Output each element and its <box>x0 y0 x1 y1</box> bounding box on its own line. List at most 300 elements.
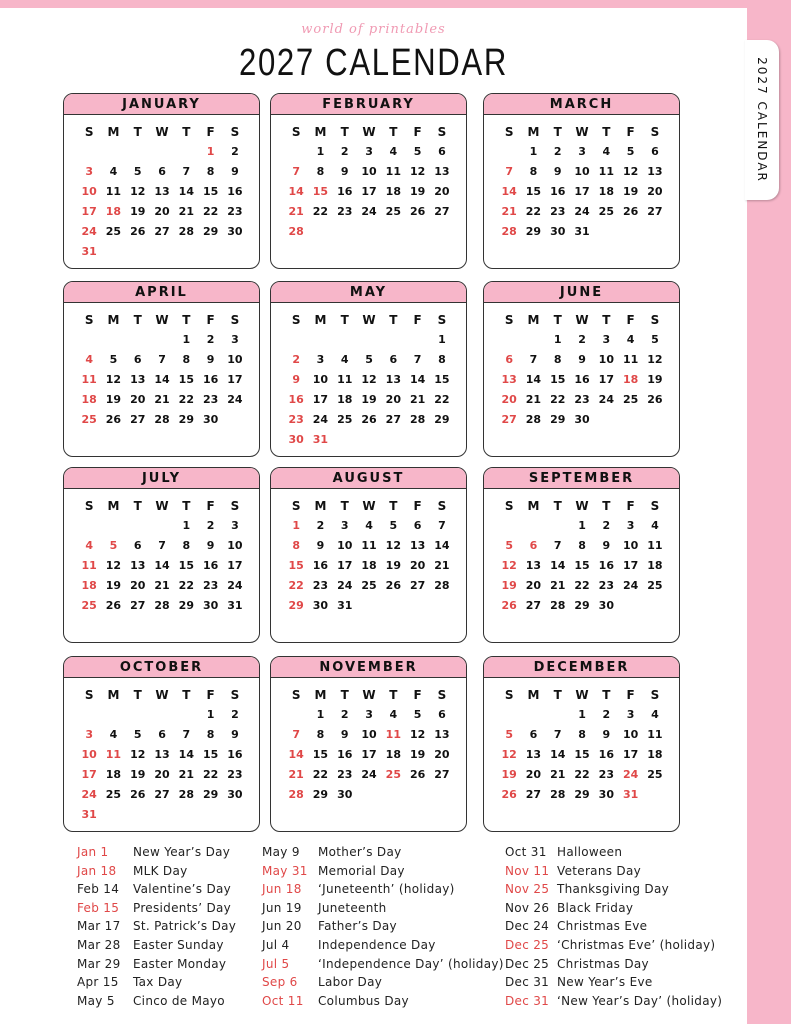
day-cell: 18 <box>622 373 639 386</box>
day-cell: 16 <box>337 185 353 198</box>
weekday-label: S <box>650 125 660 139</box>
day-cell: 11 <box>337 373 353 386</box>
weekday-label: F <box>413 313 422 327</box>
day-cell: 7 <box>505 165 513 178</box>
holiday-date: Dec 31 <box>505 975 550 990</box>
day-cell: 1 <box>206 145 215 158</box>
day-cell: 5 <box>413 145 422 158</box>
holiday-date: Mar 29 <box>77 956 121 971</box>
empty-cell <box>357 330 381 350</box>
day-cell: 17 <box>81 768 97 781</box>
day-cell: 23 <box>574 393 590 406</box>
day-cell: 6 <box>651 145 659 158</box>
day-cell: 12 <box>647 353 663 366</box>
weekday-label: S <box>650 688 660 702</box>
weekday-label: T <box>340 499 349 513</box>
day-cell: 18 <box>81 393 97 406</box>
holiday-name: MLK Day <box>133 863 188 878</box>
day-cell: 16 <box>550 185 566 198</box>
day-cell: 30 <box>550 225 566 238</box>
day-cell: 23 <box>227 768 243 781</box>
day-cell: 9 <box>206 539 215 552</box>
day-cell: 15 <box>202 185 219 198</box>
day-cell: 8 <box>438 353 446 366</box>
day-cell: 9 <box>206 353 215 366</box>
day-cell: 20 <box>130 393 146 406</box>
holiday-date: May 9 <box>262 845 300 859</box>
day-cell: 1 <box>206 708 215 721</box>
holiday-name: Columbus Day <box>318 993 409 1008</box>
day-cell: 8 <box>553 353 562 366</box>
weekday-label: S <box>437 688 447 702</box>
day-grid <box>77 685 247 825</box>
empty-cell <box>77 705 101 725</box>
day-cell: 10 <box>622 539 639 552</box>
day-cell: 10 <box>312 373 329 386</box>
empty-cell <box>101 705 125 725</box>
weekday-label: S <box>504 499 514 513</box>
day-cell: 18 <box>385 748 401 761</box>
day-cell: 6 <box>438 145 446 158</box>
day-cell: 1 <box>529 145 538 158</box>
weekday-label: M <box>314 499 327 513</box>
day-cell: 13 <box>434 728 450 741</box>
day-cell: 3 <box>578 145 586 158</box>
day-cell: 12 <box>105 373 122 386</box>
holiday-date: Nov 26 <box>505 900 550 915</box>
day-cell: 26 <box>501 599 517 612</box>
day-cell: 19 <box>130 768 146 781</box>
day-cell: 19 <box>105 579 122 592</box>
day-cell: 4 <box>389 708 398 721</box>
holiday-name: Father’s Day <box>318 919 397 934</box>
holiday-name: Thanksgiving Day <box>557 882 670 897</box>
day-cell: 4 <box>626 333 635 346</box>
day-cell: 17 <box>227 559 243 572</box>
day-cell: 13 <box>647 165 663 178</box>
day-cell: 28 <box>154 599 170 612</box>
month-card-december <box>483 656 680 832</box>
day-cell: 17 <box>337 559 353 572</box>
day-cell: 15 <box>574 748 590 761</box>
holiday-name: Labor Day <box>318 975 383 990</box>
day-cell: 28 <box>434 579 450 592</box>
day-cell: 28 <box>409 413 426 426</box>
day-cell: 13 <box>525 559 542 572</box>
day-cell: 23 <box>288 413 304 426</box>
weekday-label: T <box>340 688 349 702</box>
holiday-date: Oct 31 <box>505 845 547 859</box>
weekday-label: T <box>553 313 562 327</box>
day-cell: 26 <box>409 205 426 218</box>
day-cell: 7 <box>553 539 562 552</box>
day-cell: 24 <box>337 579 353 592</box>
day-cell: 8 <box>206 165 215 178</box>
day-cell: 23 <box>202 579 219 592</box>
day-cell: 12 <box>130 748 146 761</box>
day-cell: 7 <box>413 353 422 366</box>
day-cell: 17 <box>598 373 614 386</box>
day-cell: 6 <box>413 519 422 532</box>
empty-cell <box>497 705 521 725</box>
day-cell: 21 <box>525 393 542 406</box>
empty-cell <box>546 705 570 725</box>
weekday-label: W <box>155 125 169 139</box>
day-cell: 6 <box>505 353 513 366</box>
day-cell: 13 <box>434 165 450 178</box>
day-cell: 9 <box>231 165 239 178</box>
empty-cell <box>284 705 308 725</box>
holiday-name: Memorial Day <box>318 863 405 878</box>
day-cell: 1 <box>292 519 300 532</box>
day-cell: 30 <box>202 413 219 426</box>
side-tab-label: 2027 CALENDAR <box>755 57 769 183</box>
month-name: MAY <box>271 282 466 303</box>
day-cell: 17 <box>622 748 639 761</box>
weekday-label: F <box>626 125 635 139</box>
day-cell: 29 <box>202 788 219 801</box>
weekday-label: F <box>413 499 422 513</box>
day-cell: 16 <box>337 748 353 761</box>
day-cell: 6 <box>158 165 166 178</box>
day-cell: 10 <box>227 353 243 366</box>
day-cell: 8 <box>206 728 215 741</box>
holiday-date: Jul 5 <box>262 956 290 971</box>
weekday-label: S <box>84 125 94 139</box>
weekday-label: W <box>575 125 589 139</box>
weekday-label: M <box>107 313 120 327</box>
day-cell: 24 <box>598 393 614 406</box>
day-grid <box>77 496 247 616</box>
weekday-label: M <box>314 688 327 702</box>
day-cell: 11 <box>81 559 97 572</box>
empty-cell <box>381 330 405 350</box>
day-cell: 9 <box>602 539 611 552</box>
day-cell: 22 <box>312 768 329 781</box>
empty-cell <box>546 516 570 536</box>
day-cell: 18 <box>337 393 353 406</box>
day-cell: 5 <box>133 165 142 178</box>
holiday-date: Jun 20 <box>262 919 302 934</box>
weekday-label: W <box>362 688 376 702</box>
day-cell: 13 <box>409 539 426 552</box>
day-cell: 28 <box>288 225 304 238</box>
day-cell: 25 <box>361 579 377 592</box>
weekday-label: T <box>602 688 611 702</box>
day-cell: 14 <box>434 539 450 552</box>
weekday-label: F <box>206 125 215 139</box>
day-cell: 6 <box>389 353 398 366</box>
day-cell: 25 <box>385 768 401 781</box>
day-cell: 27 <box>154 225 170 238</box>
day-cell: 10 <box>337 539 353 552</box>
holiday-name: Christmas Eve <box>557 919 648 934</box>
day-cell: 12 <box>361 373 377 386</box>
day-cell: 1 <box>182 519 191 532</box>
day-cell: 29 <box>288 599 304 612</box>
weekday-label: T <box>602 499 611 513</box>
weekday-label: S <box>504 313 514 327</box>
day-cell: 25 <box>385 205 401 218</box>
day-cell: 26 <box>385 579 401 592</box>
day-cell: 2 <box>602 708 611 721</box>
weekday-label: S <box>84 313 94 327</box>
day-cell: 24 <box>312 413 329 426</box>
day-cell: 18 <box>598 185 614 198</box>
page-title: 2027 CALENDAR <box>238 42 508 84</box>
day-cell: 31 <box>337 599 353 612</box>
empty-cell <box>77 142 101 162</box>
day-cell: 11 <box>647 539 663 552</box>
day-cell: 20 <box>409 559 426 572</box>
day-cell: 26 <box>130 788 146 801</box>
day-cell: 2 <box>340 145 349 158</box>
day-cell: 2 <box>340 708 349 721</box>
day-cell: 27 <box>130 413 146 426</box>
day-cell: 30 <box>288 433 304 446</box>
empty-cell <box>150 705 174 725</box>
day-cell: 30 <box>337 788 353 801</box>
weekday-label: T <box>553 688 562 702</box>
day-cell: 19 <box>501 768 517 781</box>
day-cell: 17 <box>312 393 329 406</box>
day-cell: 21 <box>409 393 426 406</box>
day-cell: 19 <box>409 185 426 198</box>
holiday-name: Easter Sunday <box>133 938 224 952</box>
holiday-name: Christmas Day <box>557 956 649 971</box>
day-cell: 3 <box>85 728 93 741</box>
weekday-label: T <box>340 125 349 139</box>
day-cell: 29 <box>525 225 542 238</box>
day-cell: 31 <box>227 599 243 612</box>
day-cell: 23 <box>227 205 243 218</box>
month-name: APRIL <box>64 282 259 303</box>
weekday-label: F <box>206 688 215 702</box>
day-cell: 27 <box>409 579 426 592</box>
holiday-date: Jan 18 <box>77 863 117 878</box>
holiday-name: New Year’s Day <box>133 845 231 859</box>
day-cell: 15 <box>178 373 194 386</box>
day-cell: 17 <box>227 373 243 386</box>
holiday-name: ‘Christmas Eve’ (holiday) <box>557 938 716 952</box>
weekday-label: F <box>626 688 635 702</box>
empty-cell <box>126 330 150 350</box>
day-cell: 3 <box>365 708 373 721</box>
empty-cell <box>126 705 150 725</box>
day-cell: 22 <box>288 579 304 592</box>
day-cell: 5 <box>651 333 659 346</box>
day-cell: 10 <box>574 165 590 178</box>
day-cell: 6 <box>133 539 142 552</box>
day-cell: 1 <box>553 333 562 346</box>
month-name: JANUARY <box>64 94 259 115</box>
empty-cell <box>150 142 174 162</box>
day-cell: 9 <box>340 165 349 178</box>
day-cell: 25 <box>598 205 614 218</box>
day-cell: 16 <box>312 559 329 572</box>
day-cell: 18 <box>647 748 663 761</box>
day-grid <box>284 310 454 450</box>
weekday-label: S <box>230 688 240 702</box>
weekday-label: S <box>291 499 301 513</box>
holiday-date: Jun 19 <box>262 900 302 915</box>
day-cell: 30 <box>202 599 219 612</box>
day-cell: 25 <box>647 768 663 781</box>
day-grid <box>497 310 667 430</box>
day-cell: 21 <box>434 559 450 572</box>
day-cell: 27 <box>130 599 146 612</box>
weekday-label: F <box>206 499 215 513</box>
day-cell: 7 <box>553 728 562 741</box>
day-cell: 23 <box>598 768 614 781</box>
day-cell: 9 <box>553 165 562 178</box>
day-cell: 5 <box>389 519 398 532</box>
empty-cell <box>521 330 545 350</box>
weekday-label: T <box>182 125 191 139</box>
day-cell: 20 <box>130 579 146 592</box>
day-cell: 2 <box>316 519 325 532</box>
empty-cell <box>101 142 125 162</box>
day-cell: 23 <box>312 579 329 592</box>
holiday-date: Jan 1 <box>77 845 109 859</box>
weekday-label: S <box>291 688 301 702</box>
day-cell: 21 <box>178 768 194 781</box>
day-cell: 24 <box>622 768 639 781</box>
day-cell: 2 <box>602 519 611 532</box>
day-cell: 26 <box>361 413 377 426</box>
day-cell: 20 <box>434 748 450 761</box>
holiday-date: Dec 25 <box>505 956 550 971</box>
day-cell: 1 <box>316 708 325 721</box>
holiday-name: Black Friday <box>557 900 634 915</box>
side-tab[interactable] <box>745 40 779 200</box>
day-cell: 20 <box>647 185 663 198</box>
day-cell: 4 <box>340 353 349 366</box>
weekday-label: W <box>575 688 589 702</box>
day-cell: 30 <box>598 788 614 801</box>
day-cell: 10 <box>622 728 639 741</box>
holiday-date: Dec 31 <box>505 993 550 1008</box>
month-card-may <box>270 281 467 457</box>
empty-cell <box>77 330 101 350</box>
weekday-label: M <box>107 125 120 139</box>
day-cell: 11 <box>385 728 401 741</box>
day-cell: 8 <box>182 353 191 366</box>
day-cell: 9 <box>602 728 611 741</box>
holiday-name: Easter Monday <box>133 956 227 971</box>
holiday-date: May 31 <box>262 863 308 878</box>
empty-cell <box>497 142 521 162</box>
weekday-label: T <box>553 125 562 139</box>
day-cell: 27 <box>501 413 517 426</box>
day-cell: 7 <box>182 728 191 741</box>
day-cell: 6 <box>529 539 538 552</box>
day-cell: 18 <box>361 559 377 572</box>
weekday-label: S <box>291 313 301 327</box>
day-cell: 9 <box>578 353 586 366</box>
holiday-date: Dec 25 <box>505 938 550 952</box>
day-cell: 19 <box>385 559 401 572</box>
day-cell: 25 <box>105 225 122 238</box>
day-cell: 30 <box>227 788 243 801</box>
day-cell: 31 <box>81 245 97 258</box>
day-cell: 15 <box>312 185 329 198</box>
weekday-label: S <box>230 499 240 513</box>
day-cell: 2 <box>231 145 239 158</box>
day-cell: 5 <box>626 145 635 158</box>
day-cell: 1 <box>438 333 446 346</box>
day-cell: 14 <box>409 373 426 386</box>
holiday-name: ‘New Year’s Day’ (holiday) <box>557 993 723 1008</box>
day-cell: 28 <box>550 599 566 612</box>
brand-logo: world of printables <box>301 22 446 37</box>
day-cell: 21 <box>501 205 517 218</box>
day-cell: 23 <box>550 205 566 218</box>
month-name: FEBRUARY <box>271 94 466 115</box>
day-cell: 5 <box>109 353 118 366</box>
day-cell: 14 <box>178 748 194 761</box>
holiday-date: Dec 24 <box>505 919 550 934</box>
day-cell: 14 <box>550 748 566 761</box>
weekday-label: W <box>362 313 376 327</box>
weekday-label: T <box>133 499 142 513</box>
empty-cell <box>284 142 308 162</box>
day-cell: 30 <box>227 225 243 238</box>
day-cell: 24 <box>361 205 377 218</box>
weekday-label: W <box>155 688 169 702</box>
day-cell: 8 <box>182 539 191 552</box>
day-cell: 25 <box>337 413 353 426</box>
weekday-label: W <box>362 125 376 139</box>
day-cell: 14 <box>288 185 304 198</box>
weekday-label: S <box>650 313 660 327</box>
day-cell: 20 <box>154 205 170 218</box>
day-cell: 4 <box>85 539 93 552</box>
day-cell: 31 <box>312 433 329 446</box>
day-grid <box>77 122 247 262</box>
day-cell: 5 <box>109 539 118 552</box>
day-cell: 4 <box>109 165 118 178</box>
day-cell: 26 <box>409 768 426 781</box>
day-cell: 18 <box>81 579 97 592</box>
day-cell: 24 <box>574 205 590 218</box>
day-cell: 7 <box>158 539 166 552</box>
day-cell: 16 <box>202 559 219 572</box>
day-cell: 31 <box>81 808 97 821</box>
holiday-date: Nov 11 <box>505 863 550 878</box>
month-card-april <box>63 281 260 457</box>
day-cell: 26 <box>105 599 122 612</box>
weekday-label: M <box>527 499 540 513</box>
day-cell: 27 <box>385 413 401 426</box>
month-card-january <box>63 93 260 269</box>
day-cell: 12 <box>385 539 401 552</box>
day-cell: 21 <box>154 579 170 592</box>
weekday-label: M <box>107 688 120 702</box>
day-cell: 16 <box>227 748 243 761</box>
day-cell: 29 <box>312 788 329 801</box>
day-cell: 3 <box>231 333 239 346</box>
day-cell: 22 <box>178 393 194 406</box>
holiday-date: May 5 <box>77 993 115 1008</box>
day-cell: 15 <box>202 748 219 761</box>
day-cell: 8 <box>578 539 586 552</box>
holiday-name: Mother’s Day <box>318 845 402 859</box>
holiday-name: Independence Day <box>318 938 436 952</box>
day-cell: 4 <box>365 519 373 532</box>
holiday-date: Jul 4 <box>262 938 290 952</box>
day-cell: 27 <box>525 788 542 801</box>
